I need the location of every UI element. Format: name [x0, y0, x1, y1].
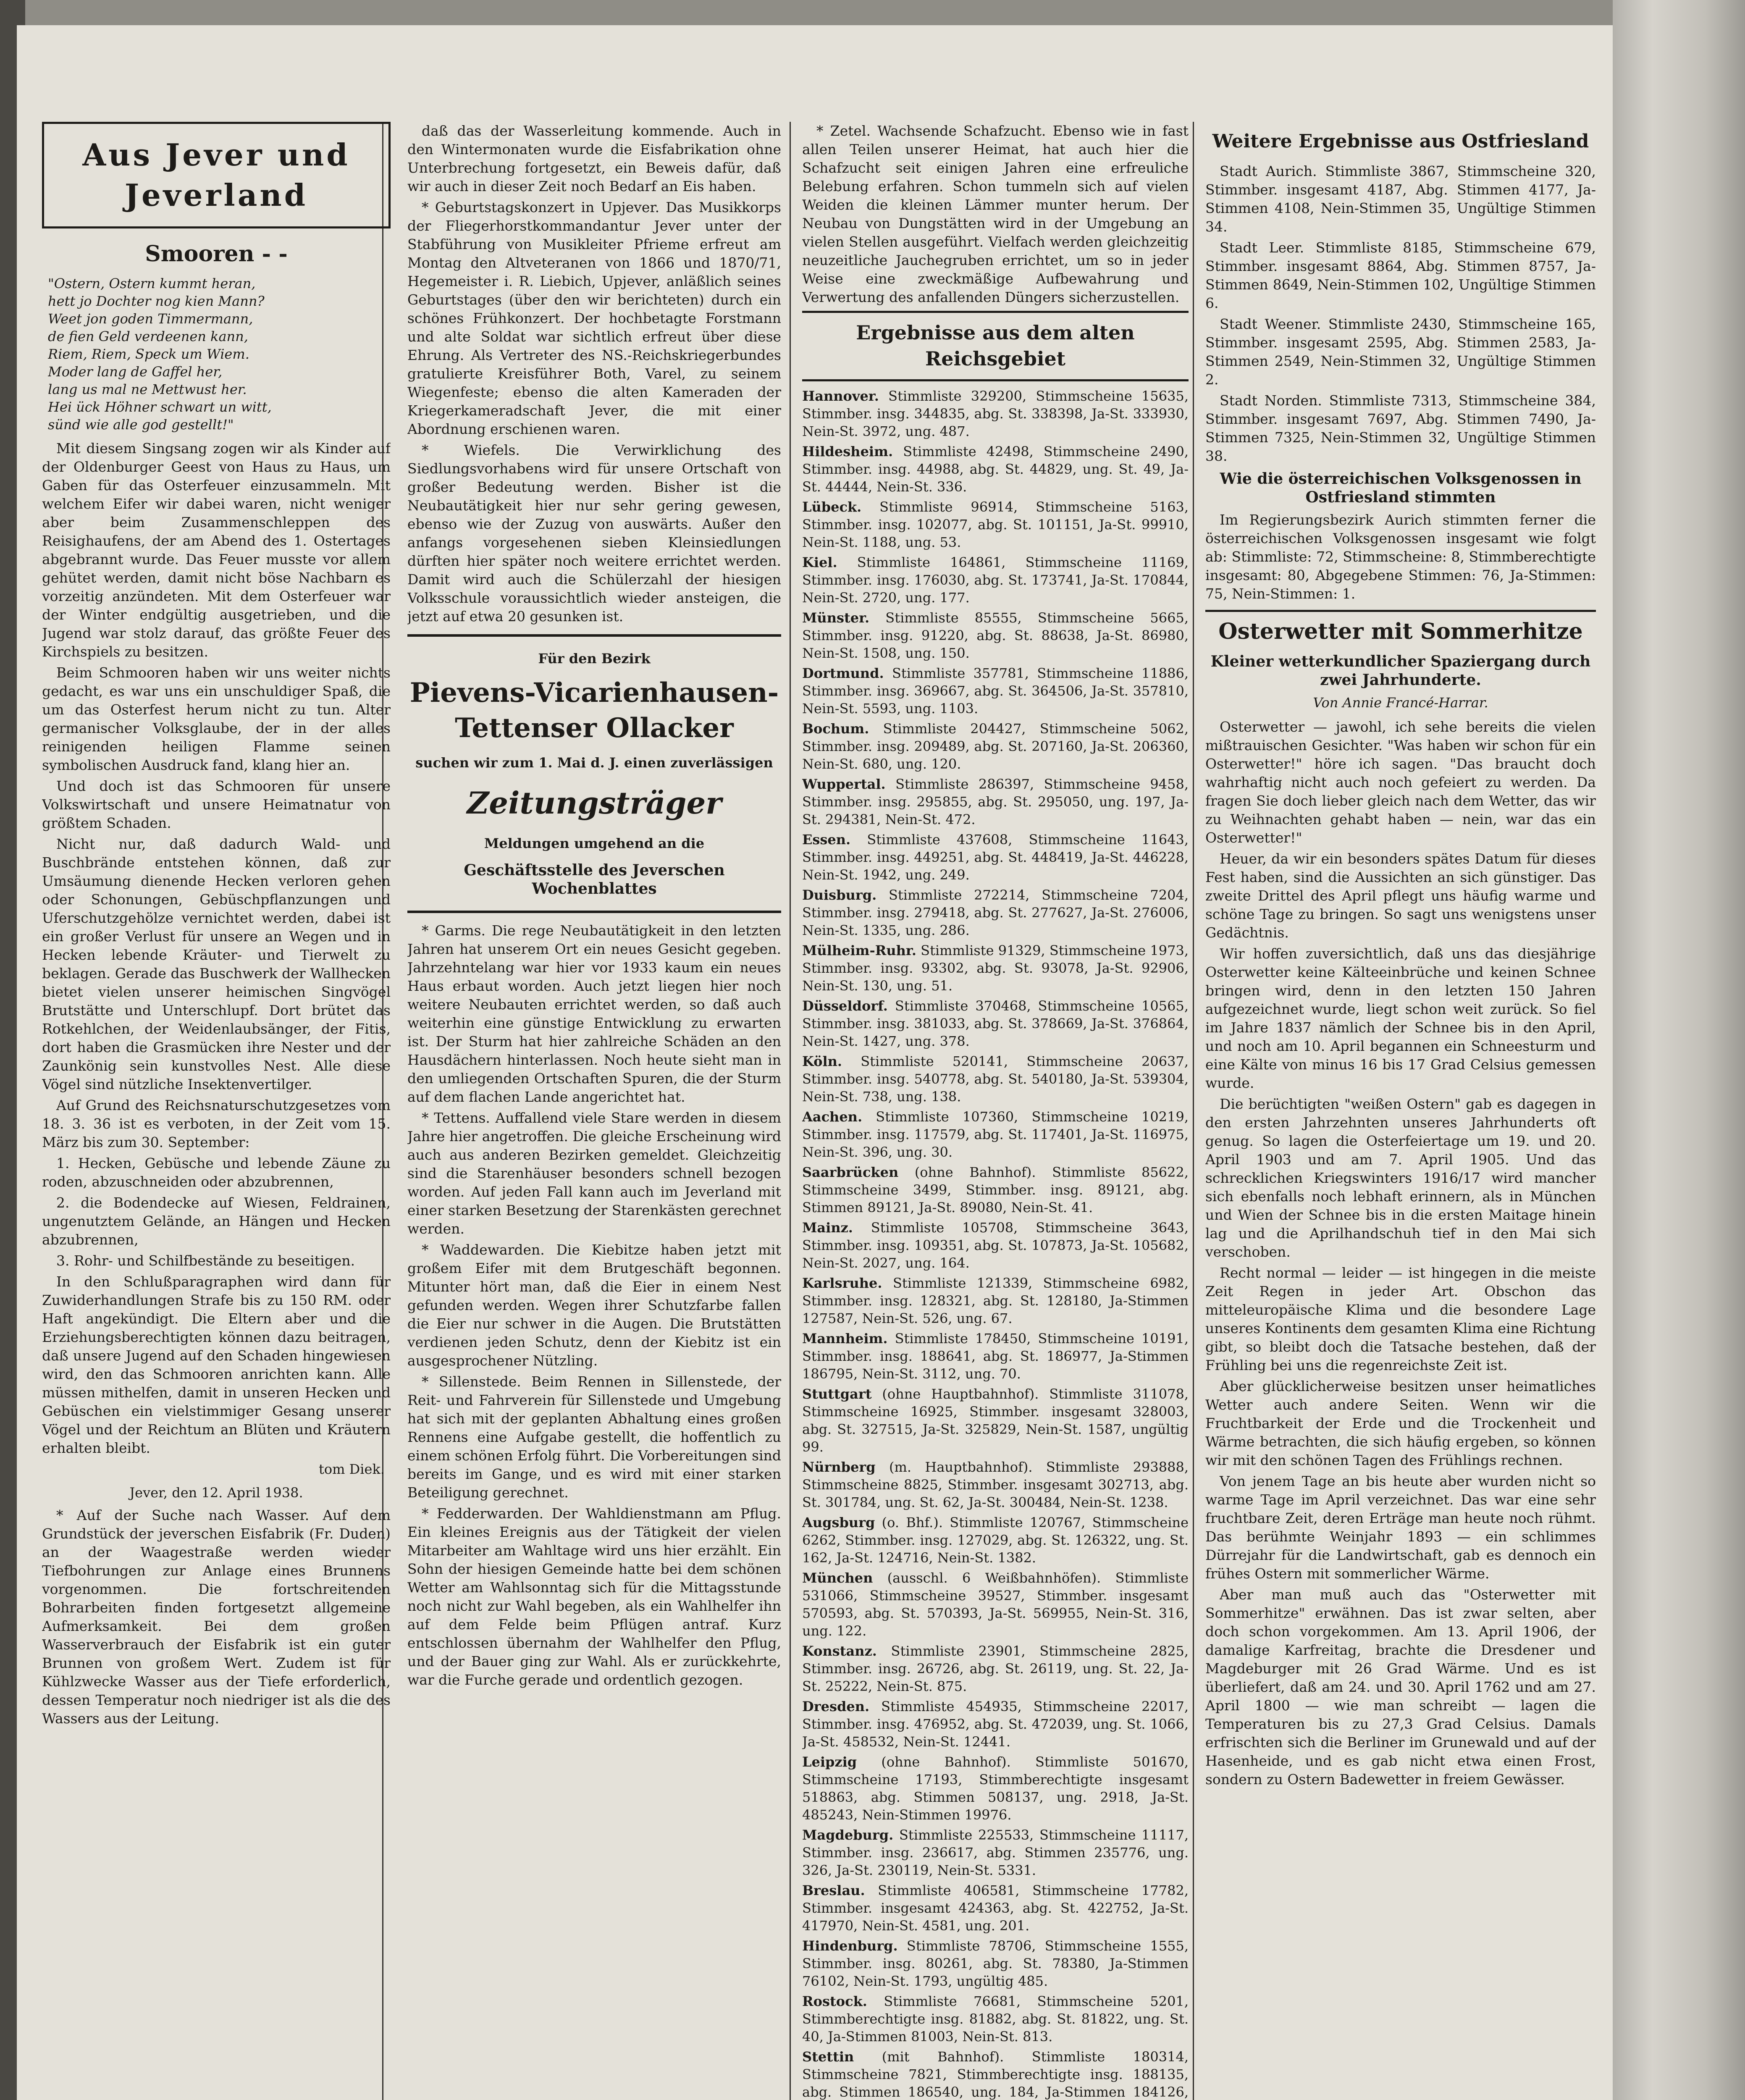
result-city: Dresden. — [802, 1698, 870, 1714]
result-figures: Stimmliste 329200, Stimmscheine 15635, Stimmber. insg. 344835, abg. St. 338398, Ja-St. 333930, Nein-St. 3972, ung. 487. — [802, 388, 1189, 439]
result-figures: Stimmliste 78706, Stimmscheine 1555, Stimmber. insg. 80261, abg. St. 78380, Ja-Stimmen 76102, Nein-St. 1793, ungültig 485. — [802, 1938, 1189, 1989]
article-paragraph: Wir hoffen zuversichtlich, daß uns das diesjährige Osterwetter keine Kälteeinbrüche und keinen Schnee bringen wird, denn in den letzten 150 Jahren aufgezeichnet wurde, liegt schon weit zurück. So fiel im Jahre 1837 nämlich der Schnee bis in den April, und noch am 10. April begannen ein Schneesturm und eine Kälte von minus 16 bis 17 Grad Celsius gemessen wurde. — [1205, 945, 1596, 1091]
article-paragraph: Recht normal — leider — ist hingegen in die meiste Zeit Regen in jeder Art. Obschon das mitteleuropäische Klima und die besondere Lage unseres Kontinents dem gesamten Klima eine Richtung gibt, so bleibt doch die Tatsache bestehen, daß der Frühling bei uns die regenreichste Zeit ist. — [1205, 1265, 1596, 1373]
article-paragraph: In den Schlußparagraphen wird dann für Zuwiderhandlungen Strafe bis zu 150 RM. oder Haft angekündigt. Die Eltern aber und die Erziehungsberechtigten können dazu beitragen, daß unsere Jugend auf den Schaden hingewiesen wird, den das Schmooren anrichten kann. Alle müssen mithelfen, damit in unseren Hecken und Gebüschen ein vielstimmiger Gesang unserer Vögel und der Reichtum an Blüten und Kräutern erhalten bleibt. — [42, 1273, 391, 1456]
newspaper-page — [17, 25, 1613, 2100]
result-city: Stettin — [802, 2049, 854, 2065]
result-row — [802, 1053, 1189, 1105]
result-city: Breslau. — [802, 1882, 865, 1898]
result-figures: (ohne Bahnhof). Stimmliste 501670, Stimmscheine 17193, Stimmberechtigte insgesamt 518863, abg. Stimmen 508137, ung. 2918, Ja-St. 485243, Nein-Stimmen 19976. — [802, 1754, 1189, 1823]
result-row: Stadt Aurich. Stimmliste 3867, Stimmscheine 320, Stimmber. insgesamt 4187, Abg. Stimmen 4177, Ja-Stimmen 4108, Nein-Stimmen 35, Ungültige Stimmen 34. — [1205, 163, 1596, 235]
result-city: Duisburg. — [802, 887, 877, 903]
ad-search: suchen wir zum 1. Mai d. J. einen zuverlässigen — [415, 755, 773, 771]
result-figures: Stimmliste 370468, Stimmscheine 10565, Stimmber. insg. 381033, abg. St. 378669, Ja-St. 376864, Nein-St. 1427, ung. 378. — [802, 998, 1189, 1049]
column-local-news — [42, 122, 391, 2100]
result-figures: Stimmliste 437608, Stimmscheine 11643, Stimmber. insg. 449251, abg. St. 448419, Ja-St. 446228, Nein-St. 1942, ung. 249. — [802, 832, 1189, 883]
result-row — [802, 1569, 1189, 1640]
poem-line: lang us mal ne Mettwust her. — [48, 381, 247, 397]
result-city: Nürnberg — [802, 1459, 876, 1475]
result-figures: Stimmliste 286397, Stimmscheine 9458, Stimmber. insg. 295855, abg. St. 295050, ung. 197, Ja-St. 294381, Nein-St. 472. — [802, 776, 1189, 827]
result-row — [802, 554, 1189, 606]
result-row — [802, 1458, 1189, 1511]
result-city: Magdeburg. — [802, 1827, 894, 1843]
result-row — [802, 1108, 1189, 1161]
article-paragraph: 2. die Bodendecke auf Wiesen, Feldrainen, ungenutztem Gelände, an Hängen und Hecken abzubrennen, — [42, 1194, 391, 1248]
result-figures: Stimmliste 454935, Stimmscheine 22017, Stimmber. insg. 476952, abg. St. 472039, ung. St. 1066, Ja-St. 458532, Nein-St. 12441. — [802, 1698, 1189, 1750]
result-figures: (o. Bhf.). Stimmliste 120767, Stimmscheine 6262, Stimmber. insg. 127029, abg. St. 126322, ung. St. 162, Ja-St. 124716, Nein-St. 1382. — [802, 1515, 1189, 1566]
dateline: Jever, den 12. April 1938. — [129, 1485, 303, 1501]
result-figures: Stimmliste 121339, Stimmscheine 6982, Stimmber. insg. 128321, abg. St. 128180, Ja-Stimmen 127587, Nein-St. 526, ung. 67. — [802, 1275, 1189, 1326]
result-city: Hindenburg. — [802, 1938, 898, 1954]
result-row — [802, 1514, 1189, 1567]
result-figures: Stimmliste 272214, Stimmscheine 7204, Stimmber. insg. 279418, abg. St. 277627, Ja-St. 276006, Nein-St. 1335, ung. 286. — [802, 887, 1189, 938]
result-city: Karlsruhe. — [802, 1275, 882, 1291]
result-row — [802, 1992, 1189, 2045]
result-figures: Stimmliste 520141, Stimmscheine 20637, Stimmber. insg. 540778, abg. St. 540180, Ja-St. 539304, Nein-St. 738, ung. 138. — [802, 1053, 1189, 1105]
article-paragraph: Aber man muß auch das "Osterwetter mit Sommerhitze" erwähnen. Das ist zwar selten, aber doch schon vorgekommen. Am 13. April 1906, der damalige Karfreitag, brachte die Dresdener und Magdeburger mit 26 Grad Wärme. Und es ist überliefert, daß am 24. und 30. April 1762 und am 27. April 1800 — wie man schreibt — lagen die Temperaturen bis zu 27,3 Grad Celsius. Damals erfrischten sich die Berliner im Grunewald und auf der Hasenheide, und es gab nicht etwa einen Frost, sondern zu Ostern Badewetter in freiem Gewässer. — [1205, 1586, 1596, 1788]
article-paragraph: * Sillenstede. Beim Rennen in Sillenstede, der Reit- und Fahrverein für Sillenstede und Umgebung hat sich mit der geplanten Abhaltung eines großen Rennens eine Aufgabe gestellt, die hoffentlich zu einem schönen Erfolg führt. Die Vorbereitungen sind bereits im Gange, und es wird mit einer starken Beteiligung gerechnet. — [407, 1373, 781, 1501]
result-figures: Stimmliste 85555, Stimmscheine 5665, Stimmber. insg. 91220, abg. St. 88638, Ja-St. 86980, Nein-St. 1508, ung. 150. — [802, 610, 1189, 661]
section-divider — [1205, 610, 1596, 612]
result-city: Wuppertal. — [802, 776, 886, 792]
result-city: München — [802, 1570, 873, 1586]
next-page-edge — [1613, 0, 1745, 2100]
result-city: Rostock. — [802, 1993, 867, 2009]
result-city: Bochum. — [802, 721, 869, 737]
article-paragraph: * Zetel. Wachsende Schafzucht. Ebenso wie in fast allen Teilen unserer Heimat, hat auch hier die Schafzucht seit einigen Jahren eine erfreuliche Belebung erfahren. Schon tummeln sich auf vielen Weiden die kleinen Lämmer munter herum. Der Neubau von Dungstätten wird in der Umgebung an vielen Stellen ausgeführt. Vielfach werden gleichzeitig neuzeitliche Jauchegruben errichtet, um so in jeder Weise eine zweckmäßige Aufbewahrung und Verwertung des anfallenden Düngers sicherzustellen. — [802, 123, 1189, 305]
section-divider — [802, 379, 1189, 381]
article-paragraph: daß das der Wasserleitung kommende. Auch in den Wintermonaten wurde die Eisfabrikation ohne Unterbrechung fortgesetzt, ein Beweis dafür, daß wir auch in dieser Zeit noch Bedarf an Eis haben. — [407, 123, 781, 194]
column-rule — [790, 122, 791, 2100]
result-figures: Stimmliste 204427, Stimmscheine 5062, Stimmber. insg. 209489, abg. St. 207160, Ja-St. 206360, Nein-St. 680, ung. 120. — [802, 721, 1189, 772]
ad-office: Geschäftsstelle des Jeverschen Wochenblattes — [464, 861, 725, 898]
result-figures: (ohne Bahnhof). Stimmliste 85622, Stimmscheine 3499, Stimmber. insg. 89121, abg. Stimmen 89121, Ja-St. 89080, Nein-St. 41. — [802, 1164, 1189, 1215]
result-city: Düsseldorf. — [802, 998, 888, 1014]
results-title: Ergebnisse aus dem alten Reichsgebiet — [856, 321, 1135, 370]
poem-line: sünd wie alle god gestellt!" — [48, 417, 234, 433]
article-paragraph: Nicht nur, daß dadurch Wald- und Buschbrände entstehen können, daß zur Umsäumung dienende Hecken verloren gehen oder Schonungen, Gebüschpflanzungen und Uferschutzgehölze vernichtet werden, dabei ist ein großer Verlust für unsere an Wegen und in Hecken lebende Kräuter- und Tierwelt zu beklagen. Gerade das Buschwerk der Wallhecken bietet vielen unserer heimischen Singvögel Brutstätte und Unterschlupf. Dort brütet das Rotkehlchen, der Weidenlaubsänger, der Fitis, dort haben die Grasmücken ihre Nester und der Zaunkönig sein kunstvolles Nest. Alle diese Vögel sind nützliche Insektenvertilger. — [42, 836, 391, 1092]
ad-district: Für den Bezirk — [538, 651, 651, 667]
result-city: Hildesheim. — [802, 444, 893, 459]
poem-line: hett jo Dochter nog kien Mann? — [48, 293, 265, 309]
section-divider — [802, 311, 1189, 313]
result-row — [802, 387, 1189, 440]
result-figures: (m. Hauptbahnhof). Stimmliste 293888, Stimmscheine 8825, Stimmber. insgesamt 302713, abg. St. 301784, ung. St. 62, Ja-St. 300484, Nein-St. 1238. — [802, 1459, 1189, 1510]
article-paragraph: * Auf der Suche nach Wasser. Auf dem Grundstück der jeverschen Eisfabrik (Fr. Duden) an der Waagestraße werden wieder Tiefbohrungen zur Anlage eines Brunnens vorgenommen. Die fortschreitenden Bohrarbeiten finden fortgesetzt allgemeine Aufmerksamkeit. Bei dem großen Wasserverbrauch der Eisfabrik ist ein guter Brunnen von großem Wert. Zudem ist für Kühlzwecke Wasser aus der Tiefe erforderlich, dessen Temperatur noch niedriger ist als die des Wassers aus der Leitung. — [42, 1507, 391, 1727]
result-figures: (mit Bahnhof). Stimmliste 180314, Stimmscheine 7821, Stimmberechtigte insg. 188135, abg. Stimmen 186540, ung. 184, Ja-Stimmen 184126, — [802, 2049, 1189, 2100]
result-city: Hannover. — [802, 388, 879, 404]
article-paragraph: 3. Rohr- und Schilfbestände zu beseitigen. — [56, 1252, 355, 1269]
austria-title: Wie die österreichischen Volksgenossen in Ostfriesland stimmten — [1220, 470, 1582, 506]
result-row: Stadt Weener. Stimmliste 2430, Stimmscheine 165, Stimmber. insgesamt 2595, Abg. Stimmen 2583, Ja-Stimmen 2549, Nein-Stimmen 32, Ungültige Stimmen 2. — [1205, 316, 1596, 388]
column-rule — [1193, 122, 1194, 2100]
result-row: Stadt Norden. Stimmliste 7313, Stimmscheine 384, Stimmber. insgesamt 7697, Abg. Stimmen 7490, Ja-Stimmen 7325, Nein-Stimmen 32, Ungültige Stimmen 38. — [1205, 392, 1596, 464]
article-paragraph: Und doch ist das Schmooren für unsere Volkswirtschaft und unsere Heimatnatur von größtem Schaden. — [42, 778, 391, 831]
result-row — [802, 942, 1189, 995]
result-figures: Stimmliste 105708, Stimmscheine 3643, Stimmber. insg. 109351, abg. St. 107873, Ja-St. 105682, Nein-St. 2027, ung. 164. — [802, 1220, 1189, 1271]
result-row — [802, 831, 1189, 884]
author-signature: tom Diek. — [318, 1461, 385, 1477]
article-paragraph: * Tettens. Auffallend viele Stare werden in diesem Jahre hier angetroffen. Die gleiche Erscheinung wird auch aus anderen Bezirken gemeldet. Gleichzeitig sind die Starenhäuser besonders schnell bezogen worden. Auf jeden Fall kann auch im Jeverland mit einer starken Besetzung der Starenkästen gerechnet werden. — [407, 1110, 781, 1237]
result-city: Kiel. — [802, 554, 837, 570]
article-paragraph: * Waddewarden. Die Kiebitze haben jetzt mit großem Eifer mit dem Brutgeschäft begonnen. Mitunter hört man, daß die Eier in einem Nest gefunden werden. Wegen ihrer Schutzfarbe fallen die Eier nur schwer in die Augen. Die Brutstätten verdienen jeden Schutz, denn der Kiebitz ist ein ausgesprochener Nützling. — [407, 1242, 781, 1369]
result-row — [802, 609, 1189, 662]
result-figures: Stimmliste 164861, Stimmscheine 11169, Stimmber. insg. 176030, abg. St. 173741, Ja-St. 170844, Nein-St. 2720, ung. 177. — [802, 554, 1189, 606]
article-paragraph: Osterwetter — jawohl, ich sehe bereits die vielen mißtrauischen Gesichter. "Was haben wir schon für ein Osterwetter!" höre ich sagen. "Das braucht doch wahrhaftig nicht auch noch gefeiert zu werden. Da fragen Sie doch lieber gleich nach dem Wetter, das wir zu Weihnachten gehabt haben — nein, war das ein Osterwetter!" — [1205, 719, 1596, 846]
article-paragraph: * Garms. Die rege Neubautätigkeit in den letzten Jahren hat unserem Ort ein neues Gesicht gegeben. Jahrzehntelang war hier vor 1933 kaum ein neues Haus erbaut worden. Auch jetzt liegen hier noch weitere Neubauten errichtet werden, so daß auch weiterhin eine günstige Entwicklung zu erwarten ist. Der Sturm hat hier zahlreiche Schäden an den Hausdächern hinterlassen. Noch heute sieht man in den umliegenden Ortschaften Spuren, die der Sturm auf dem flachen Lande angerichtet hat. — [407, 922, 781, 1105]
result-figures: Stimmliste 107360, Stimmscheine 10219, Stimmber. insg. 117579, abg. St. 117401, Ja-St. 116975, Nein-St. 396, ung. 30. — [802, 1109, 1189, 1160]
article-paragraph: Heuer, da wir ein besonders spätes Datum für dieses Fest haben, sind die Aussichten an sich günstiger. Das zweite Drittel des April pflegt uns häufig warme und schöne Tage zu bringen. So sagt uns wenigstens unser Gedächtnis. — [1205, 850, 1596, 941]
result-city: Münster. — [802, 610, 870, 626]
result-figures: Stimmliste 96914, Stimmscheine 5163, Stimmber. insg. 102077, abg. St. 101151, Ja-St. 99910, Nein-St. 1188, ung. 53. — [802, 499, 1189, 550]
column-ostfriesland-weather — [1205, 122, 1596, 2100]
result-row — [802, 1882, 1189, 1935]
result-row — [802, 1826, 1189, 1879]
result-city: Mainz. — [802, 1220, 853, 1236]
result-city: Mannheim. — [802, 1331, 888, 1347]
result-city: Essen. — [802, 832, 851, 848]
result-city: Konstanz. — [802, 1643, 877, 1659]
result-row: Stadt Leer. Stimmliste 8185, Stimmscheine 679, Stimmber. insgesamt 8864, Abg. Stimmen 8757, Ja-Stimmen 8649, Nein-Stimmen 102, Ungültige Stimmen 6. — [1205, 239, 1596, 311]
result-figures: Stimmliste 42498, Stimmscheine 2490, Stimmber. insg. 44988, abg. St. 44829, ung. St. 49, Ja-St. 44444, Nein-St. 336. — [802, 444, 1189, 495]
result-figures: Stimmliste 225533, Stimmscheine 11117, Stimmber. insg. 236617, abg. Stimmen 235776, ung. 326, Ja-St. 230119, Nein-St. 5331. — [802, 1827, 1189, 1878]
result-figures: (ohne Hauptbahnhof). Stimmliste 311078, Stimmscheine 16925, Stimmber. insgesamt 328003, abg. St. 327515, Ja-St. 325829, Nein-St. 1587, ungültig 99. — [802, 1386, 1189, 1455]
result-row — [802, 498, 1189, 551]
column-election-results — [802, 122, 1189, 2100]
results-list — [802, 387, 1189, 2100]
section-title: Aus Jever und Jeverland — [42, 122, 391, 228]
poem-line: Riem, Riem, Speck um Wiem. — [48, 346, 249, 362]
result-city: Augsburg — [802, 1515, 875, 1530]
article-paragraph: Von jenem Tage an bis heute aber wurden nicht so warme Tage im April verzeichnet. Das war eine sehr fruchtbare Zeit, deren Erträge man heute noch rühmt. Das berühmte Weinjahr 1893 — ein schlimmes Dürrejahr für die Landwirtschaft, gab es dennoch ein frühes Ostern mit sommerlicher Wärme. — [1205, 1473, 1596, 1582]
result-row — [802, 664, 1189, 717]
result-city: Stuttgart — [802, 1386, 872, 1402]
poem-line: "Ostern, Ostern kummt heran, — [48, 276, 256, 291]
result-city: Leipzig — [802, 1754, 857, 1770]
article-paragraph: Beim Schmooren haben wir uns weiter nichts gedacht, es war uns ein unschuldiger Spaß, die um das Osterfest herum nicht zu tun. Alter germanischer Volksglaube, der in der alles reinigenden heiligen Flamme seinen symbolischen Ausdruck fand, klang hier an. — [42, 664, 391, 773]
article-paragraph: Mit diesem Singsang zogen wir als Kinder auf der Oldenburger Geest von Haus zu Haus, um Gaben für das Osterfeuer einzusammeln. Mit welchem Eifer wir dabei waren, nicht weniger aber beim Zusammenschleppen des Reisighaufens, der am Abend des 1. Ostertages abgebrannt wurde. Das Feuer musste vor allem gehütet werden, damit nicht böse Nachbarn es vorzeitig anzündeten. Mit dem Osterfeuer war der Winter endgültig ausgetrieben, und die Jugend war stolz darauf, das größte Feuer des Kirchspiels zu besitzen. — [42, 440, 391, 660]
result-row — [802, 720, 1189, 773]
result-city: Köln. — [802, 1053, 842, 1069]
poem-line: Hei ück Höhner schwart un witt, — [48, 399, 272, 415]
article-paragraph: 1. Hecken, Gebüsche und lebende Zäune zu roden, abzuschneiden oder abzubrennen, — [42, 1155, 391, 1190]
poem — [42, 275, 391, 433]
result-row — [802, 886, 1189, 939]
article-paragraph: Die berüchtigten "weißen Ostern" gab es dagegen in den ersten Jahrzehnten unseres Jahrhunderts oft genug. So lagen die Osterfeiertage um 19. und 20. April 1903 und am 7. April 1905. Und das schrecklichen Kriegswinters 1916/17 wird mancher sich ebenfalls noch lebhaft erinnern, als in München und Wien der Schnee bis in die ersten Maitage hinein lag und die Aprilhandschuh tief in den Mai sich verschoben. — [1205, 1096, 1596, 1260]
result-city: Lübeck. — [802, 499, 862, 515]
result-city: Dortmund. — [802, 665, 884, 681]
result-city: Aachen. — [802, 1109, 863, 1125]
article-title: Smooren - - — [145, 241, 288, 267]
ad-contact: Meldungen umgehend an die — [484, 835, 705, 851]
poem-line: de fien Geld verdeenen kann, — [48, 328, 248, 344]
result-figures: Stimmliste 23901, Stimmscheine 2825, Stimmber. insg. 26726, abg. St. 26119, ung. St. 22, Ja-St. 25222, Nein-St. 875. — [802, 1643, 1189, 1694]
result-figures: Stimmliste 357781, Stimmscheine 11886, Stimmber. insg. 369667, abg. St. 364506, Ja-St. 357810, Nein-St. 5593, ung. 1103. — [802, 665, 1189, 717]
result-city: Saarbrücken — [802, 1164, 899, 1180]
result-row — [802, 1274, 1189, 1327]
result-figures: Stimmliste 178450, Stimmscheine 10191, Stimmber. insg. 188641, abg. St. 186977, Ja-Stimmen 186795, Nein-St. 3112, ung. 70. — [802, 1331, 1189, 1382]
article-paragraph: Im Regierungsbezirk Aurich stimmten ferner die österreichischen Volksgenossen insgesamt wie folgt ab: Stimmliste: 72, Stimmscheine: 8, Stimmberechtigte insgesamt: 80, Abgegebene Stimmen: 76, Ja-Stimmen: 75, Nein-Stimmen: 1. — [1205, 512, 1596, 602]
result-row — [802, 1642, 1189, 1695]
result-figures: Stimmliste 406581, Stimmscheine 17782, Stimmber. insgesamt 424363, abg. St. 422752, Ja-St. 417970, Nein-St. 4581, ung. 201. — [802, 1882, 1189, 1934]
job-advertisement — [407, 634, 781, 913]
ad-area: Pievens-Vicarienhausen-Tettenser Ollacker — [409, 677, 779, 744]
article-paragraph: Auf Grund des Reichsnaturschutzgesetzes vom 18. 3. 36 ist es verboten, in der Zeit vom 15. März bis zum 30. September: — [42, 1097, 391, 1150]
result-row — [802, 1330, 1189, 1383]
article-subtitle: Kleiner wetterkundlicher Spaziergang durch zwei Jahrhunderte. — [1210, 653, 1591, 689]
result-figures: Stimmliste 91329, Stimmscheine 1973, Stimmber. insg. 93302, abg. St. 93078, Ja-St. 92906, Nein-St. 130, ung. 51. — [802, 942, 1189, 994]
result-row — [802, 1219, 1189, 1272]
result-row — [802, 1937, 1189, 1990]
article-paragraph: * Wiefels. Die Verwirklichung des Siedlungsvorhabens wird für unsere Ortschaft von großer Bedeutung werden. Bisher ist die Neubautätigkeit hier nur sehr gering gewesen, ebenso wie der Zuzug von auswärts. Außer den anfangs vorgesehenen sieben Kleinsiedlungen dürften hier später noch weitere errichtet werden. Damit wird auch die Schülerzahl der hiesigen Volksschule voraussichtlich wieder ansteigen, die jetzt auf etwa 20 gesunken ist. — [407, 442, 781, 625]
result-figures: Stimmliste 76681, Stimmscheine 5201, Stimmberechtigte insg. 81882, abg. St. 81822, ung. St. 40, Ja-Stimmen 81003, Nein-St. 813. — [802, 1993, 1189, 2045]
result-row — [802, 1753, 1189, 1824]
byline: Von Annie Francé-Harrar. — [1313, 695, 1488, 711]
result-figures: (ausschl. 6 Weißbahnhöfen). Stimmliste 531066, Stimmscheine 39527, Stimmber. insgesamt 570593, abg. St. 570393, Ja-St. 569955, Nein-St. 316, ung. 122. — [802, 1570, 1189, 1639]
article-title: Osterwetter mit Sommerhitze — [1218, 619, 1583, 644]
result-city: Mülheim-Ruhr. — [802, 942, 916, 958]
result-row — [802, 775, 1189, 828]
ostfriesland-title: Weitere Ergebnisse aus Ostfriesland — [1212, 131, 1589, 152]
article-paragraph: Aber glücklicherweise besitzen unser heimatliches Wetter auch andere Seiten. Wenn wir die Fruchtbarkeit der Erde und die Trockenheit und Wärme betrachten, die sich häufig ergeben, so können wir mit den schönen Tagen des Frühlings rechnen. — [1205, 1378, 1596, 1468]
result-row — [802, 2048, 1189, 2100]
result-row — [802, 1163, 1189, 1216]
column-regional-news — [407, 122, 781, 2100]
result-row — [802, 1698, 1189, 1751]
article-paragraph: * Fedderwarden. Der Wahldienstmann am Pflug. Ein kleines Ereignis aus der Tätigkeit der vielen Mitarbeiter am Wahltage wird uns hier erzählt. Ein Sohn der hiesigen Gemeinde hatte bei dem schönen Wetter am Wahlsonntag sich für die Mittagsstunde noch nicht zur Wahl begeben, als ein Wahlhelfer ihn auf dem Felde beim Pflügen antraf. Kurz entschlossen übernahm der Wahlhelfer den Pflug, und der Bauer ging zur Wahl. Als er zurückkehrte, war die Furche gerade und ordentlich gezogen. — [407, 1505, 781, 1688]
poem-line: Weet jon goden Timmermann, — [48, 311, 253, 327]
article-paragraph: * Geburtstagskonzert in Upjever. Das Musikkorps der Fliegerhorstkommandantur Jever unter der Stabführung von Musikleiter Pfrieme erfreut am Montag den Altveteranen von 1866 und 1870/71, Hegemeister i. R. Liebich, Upjever, anläßlich seines Geburtstages (über den wir berichteten) durch ein schönes Frühkonzert. Der hochbetagte Forstmann und alte Soldat war sichtlich erfreut über diese Ehrung. Als Vertreter des NS.-Reichskriegerbundes gratulierte Kreisführer Both, Varel, zu seinem Wiegenfeste; ebenso die alten Kameraden der Kriegerkameradschaft Jever, die mit einer Abordnung erschienen waren. — [407, 199, 781, 437]
result-row — [802, 997, 1189, 1050]
poem-line: Moder lang de Gaffel her, — [48, 364, 223, 380]
result-row — [802, 443, 1189, 496]
result-row — [802, 1385, 1189, 1456]
ad-role: Zeitungsträger — [467, 785, 722, 821]
